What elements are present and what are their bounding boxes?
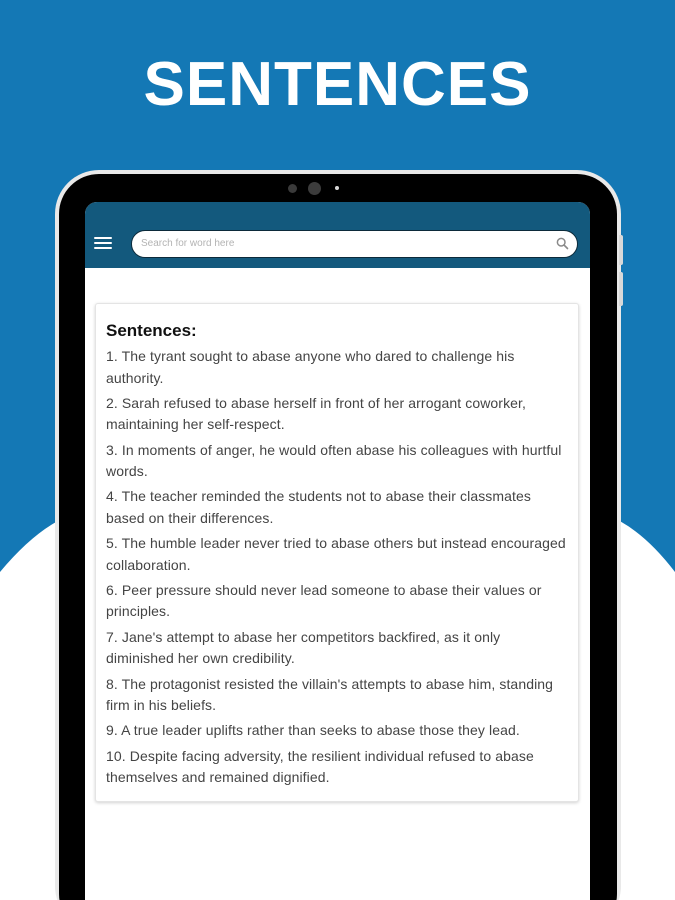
sentence-item: 6. Peer pressure should never lead someone to abase their values or principles. [106,581,542,620]
search-input[interactable] [141,231,541,256]
sentence-item: 4. The teacher reminded the students not to abase their classmates based on their differences. [106,488,532,526]
sentence-item: 1. The tyrant sought to abase anyone who dared to challenge his authority. [106,348,515,386]
camera-sensor-icon [288,184,297,193]
app-screen [85,202,590,900]
sentence-item: 8. The protagonist resisted the villain's attempts to abase him, standing firm in his beliefs. [106,675,554,714]
tablet-power-button [619,272,623,306]
banner-title: SENTENCES [143,50,532,119]
camera-lens-icon [308,182,321,195]
hamburger-menu-icon[interactable] [94,237,112,251]
sentence-item: 7. Jane's attempt to abase her competitors backfired, as it only diminished her own credibility. [106,628,501,667]
sentence-item: 5. The humble leader never tried to abase others but instead encouraged collaboration. [106,535,566,573]
sentence-item: 3. In moments of anger, he would often abase his colleagues with hurtful words. [106,441,562,480]
search-icon[interactable] [556,237,569,250]
camera-light-icon [335,186,339,190]
card-title: Sentences: [106,321,197,340]
sentences-card [95,303,579,802]
sentence-item: 9. A true leader uplifts rather than seeks to abase those they lead. [106,722,520,739]
search-bar[interactable] [131,230,578,258]
sentence-item: 10. Despite facing adversity, the resilient individual refused to abase themselves and remained dignified. [106,747,534,786]
app-header [85,202,590,268]
sentence-item: 2. Sarah refused to abase herself in front of her arrogant coworker, maintaining her self-respect. [106,394,527,433]
tablet-volume-button [619,235,623,265]
